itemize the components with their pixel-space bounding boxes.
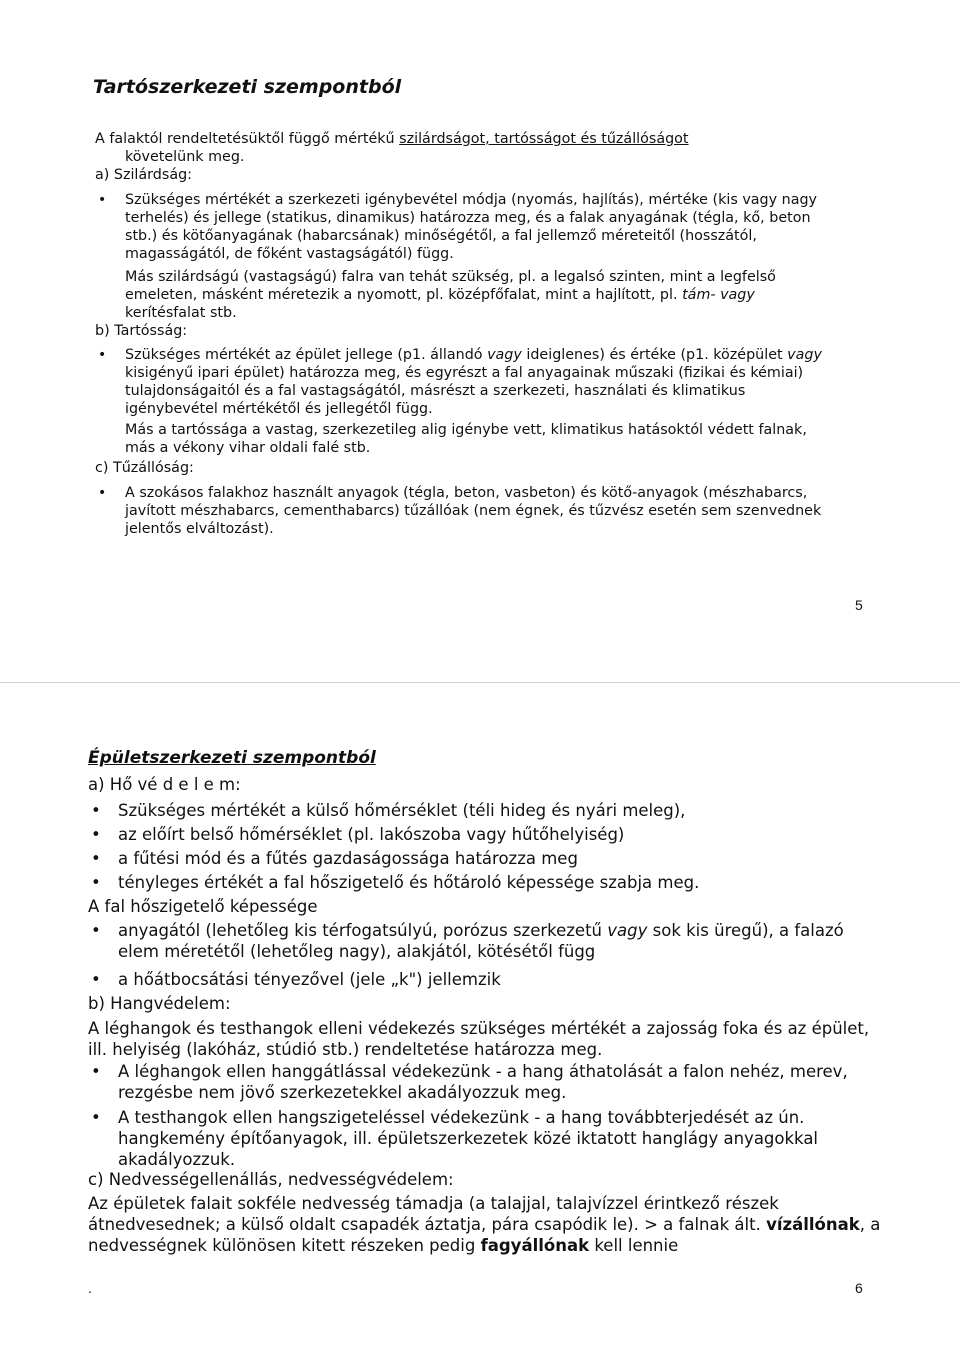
- bullet-text: kisigényű ipari épület) határozza meg, és egyrészt a fal anyagainak műszaki (fizikai és kémiai) tulajdonságaitól és a fal vastagságától, másrészt a szerkezeti, használati és klimatikus igénybevétel mértékétől és jellegétől függ.: [125, 365, 804, 417]
- bullet-text: Szükséges mértékét a szerkezeti igénybevétel módja (nyomás, hajlítás), mértéke (kis vagy nagy terhelés) és jellege (statikus, dinamikus) határozza meg, és a falak anyagának (tégla, kő, beton stb.) és kötőanyagának (habarcsának) minőségétől, a fal jellemző méreteitől (hosszától, magasságától, de főként vastagságától) függ.: [125, 192, 817, 262]
- intro-text: A falaktól rendeltetésüktől függő mértékű: [95, 131, 400, 147]
- section-heading-c: c) Nedvességellenállás, nedvességvédelem:: [88, 1170, 454, 1189]
- bullet-text: Szükséges mértékét a külső hőmérséklet (téli hideg és nyári meleg),: [118, 801, 686, 820]
- page-5: [0, 0, 960, 683]
- bullet-text: sok kis üregű), a falazó elem méretétől (lehetőleg nagy), alakjától, kötésétől függ: [118, 921, 844, 961]
- page-title: Épületszerkezeti szempontból: [88, 748, 376, 768]
- paragraph: [88, 1193, 888, 1256]
- bullet-text: ideiglenes) és értéke (p1. középület: [521, 347, 788, 363]
- bullet-item: [88, 1107, 888, 1170]
- page-number: 5: [855, 597, 863, 613]
- bullet-icon: •: [91, 1108, 101, 1127]
- paragraph-text: Más szilárdságú (vastagságú) falra van tehát szükség, pl. a legalsó szinten, mint a legfelső emeleten, másként méretezik a nyomott, pl. középfőfalat, mint a hajlított, pl.: [125, 269, 776, 303]
- bullet-list: [88, 800, 888, 893]
- bullet-icon: •: [91, 1062, 101, 1081]
- section-heading-b: b) Tartósság:: [95, 323, 188, 339]
- bullet-icon: •: [91, 873, 101, 892]
- bullet-text: a fűtési mód és a fűtés gazdaságossága határozza meg: [118, 849, 578, 868]
- bullet-icon: •: [91, 921, 101, 940]
- paragraph-text: Más a tartóssága a vastag, szerkezetileg alig igénybe vett, klimatikus hatásoktól védett falnak, más a vékony vihar oldali falé stb.: [125, 422, 807, 456]
- bullet-icon: •: [98, 347, 107, 363]
- bullet-item: [95, 191, 835, 263]
- italic-text: tám- vagy: [682, 287, 755, 303]
- bullet-text: a hőátbocsátási tényezővel (jele „k") jellemzik: [118, 970, 501, 989]
- paragraph: A léghangok és testhangok elleni védekezés szükséges mértékét a zajosság foka és az épület, ill. helyiség (lakóház, stúdió stb.) rendeltetése határozza meg.: [88, 1019, 870, 1059]
- bullet-text: az előírt belső hőmérséklet (pl. lakószoba vagy hűtőhelyiség): [118, 825, 625, 844]
- paragraph-text-end: kerítésfalat stb.: [125, 305, 237, 321]
- page-6: [0, 684, 960, 1367]
- paragraph-text: Az épületek falait sokféle nedvesség támadja (a talajjal, talajvízzel érintkező részek átnedvesednek; a külső oldalt csapadék áztatja, pára csapódik le). > a falnak ált.: [88, 1194, 779, 1234]
- bullet-text: Szükséges mértékét az épület jellege (p1. állandó: [125, 347, 488, 363]
- bullet-text: anyagától (lehetőleg kis térfogatsúlyú, porózus szerkezetű: [118, 921, 608, 940]
- bullet-item: [95, 484, 835, 538]
- intro-paragraph: [95, 130, 835, 166]
- italic-text: vagy: [487, 347, 522, 363]
- page-divider: [0, 682, 960, 683]
- intro-continuation: követelünk meg.: [125, 149, 245, 165]
- paragraph-text: kell lennie: [589, 1236, 679, 1255]
- bullet-text: tényleges értékét a fal hőszigetelő és hőtároló képessége szabja meg.: [118, 873, 700, 892]
- paragraph: [95, 268, 835, 322]
- bullet-icon: •: [91, 825, 101, 844]
- page-title: Tartószerkezeti szempontból: [93, 76, 402, 98]
- section-heading-b: b) Hangvédelem:: [88, 994, 231, 1013]
- footer-dot: .: [88, 1280, 92, 1296]
- bullet-icon: •: [91, 801, 101, 820]
- section-heading-a: a) Szilárdság:: [95, 167, 192, 183]
- bullet-item: [88, 969, 888, 990]
- bullet-text: A testhangok ellen hangszigeteléssel védekezünk - a hang továbbterjedését az ún. hangkemény építőanyagok, ill. épületszerkezetek közé iktatott hanglágy anyagokkal akadályozzuk.: [118, 1108, 819, 1169]
- italic-text: vagy: [607, 921, 648, 940]
- intro-underlined-text: szilárdságot, tartósságot és tűzállóságot: [399, 131, 689, 147]
- paragraph-text: , a nedvességnek különösen kitett részeken pedig: [88, 1215, 881, 1255]
- section-heading-a: a) Hő vé d e l e m:: [88, 775, 241, 794]
- section-heading-c: c) Tűzállóság:: [95, 460, 194, 476]
- bullet-icon: •: [98, 485, 107, 501]
- bullet-item: [88, 920, 888, 962]
- bullet-item: [88, 1061, 888, 1103]
- italic-text: vagy: [787, 347, 822, 363]
- bullet-text: A szokásos falakhoz használt anyagok (tégla, beton, vasbeton) és kötő-anyagok (mészhabarcs, javított mészhabarcs, cementhabarcs) tűzállóak (nem égnek, és tűzvész esetén sem szenvednek jelentős elváltozást).: [125, 485, 822, 537]
- bullet-item: [95, 346, 835, 418]
- bullet-icon: •: [91, 970, 101, 989]
- paragraph: [95, 421, 835, 457]
- page-number: 6: [855, 1280, 863, 1296]
- paragraph: A fal hőszigetelő képessége: [88, 897, 318, 916]
- bullet-text: A léghangok ellen hanggátlással védekezünk - a hang áthatolását a falon nehéz, merev, rezgésbe nem jövő szerkezetekkel akadályozzuk meg.: [118, 1062, 848, 1102]
- bold-text: fagyállónak: [480, 1236, 590, 1255]
- bullet-icon: •: [91, 849, 101, 868]
- bullet-icon: •: [98, 192, 107, 208]
- bold-text: vízállónak: [766, 1215, 860, 1234]
